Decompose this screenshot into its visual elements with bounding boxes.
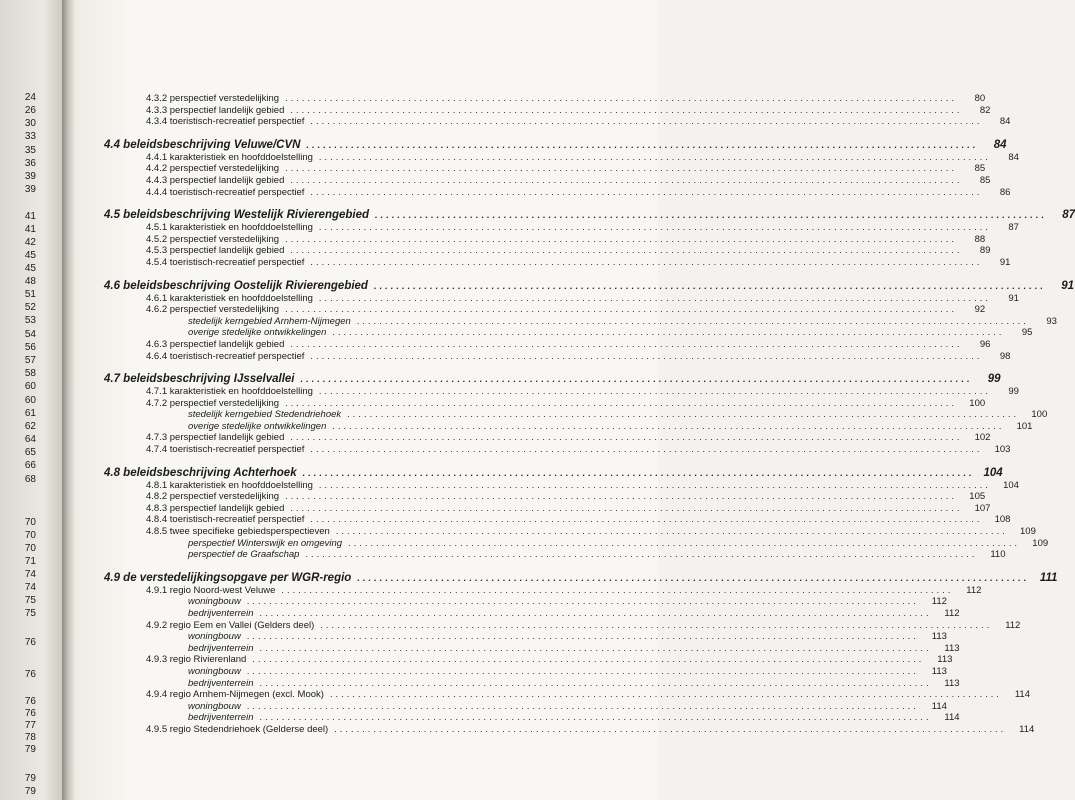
toc-page-number: 114 bbox=[944, 712, 960, 724]
left-page-number: 60 bbox=[24, 395, 36, 406]
left-page-number: 75 bbox=[24, 608, 36, 619]
dot-leader: ........................................................................................................................ bbox=[246, 596, 919, 607]
toc-entry bbox=[104, 700, 947, 713]
toc-page-number: 89 bbox=[979, 245, 991, 257]
left-page-number: 79 bbox=[24, 744, 36, 755]
toc-entry-label: 4.5.3 perspectief landelijk gebied bbox=[146, 245, 285, 257]
toc-page-number: 99 bbox=[987, 373, 1001, 386]
toc-page-number: 109 bbox=[1032, 537, 1049, 549]
toc-page-number: 91 bbox=[1008, 292, 1019, 304]
left-page-number: 65 bbox=[24, 447, 36, 458]
left-page-number: 70 bbox=[24, 517, 36, 528]
dot-leader: ........................................................................................................................ bbox=[246, 665, 919, 676]
book-gutter bbox=[62, 0, 76, 800]
dot-leader: ........................................................................................................................ bbox=[310, 256, 983, 267]
dot-leader: ........................................................................................................................ bbox=[373, 280, 1047, 291]
toc-entry-label: overige stedelijke ontwikkelingen bbox=[188, 420, 327, 432]
dot-leader: ........................................................................................................................ bbox=[306, 139, 979, 150]
toc-page-number: 84 bbox=[1008, 151, 1019, 163]
left-page-number: 74 bbox=[24, 582, 36, 593]
toc-entry-label: bedrijventerrein bbox=[188, 677, 254, 689]
toc-entry bbox=[104, 93, 986, 105]
toc-section-heading bbox=[104, 372, 1001, 386]
left-page-number: 79 bbox=[24, 773, 36, 784]
toc-entry bbox=[104, 677, 960, 690]
toc-entry bbox=[104, 174, 991, 187]
toc-page-number: 100 bbox=[1031, 409, 1048, 421]
toc-entry-label: 4.5.2 perspectief verstedelijking bbox=[146, 233, 280, 245]
left-page-number: 76 bbox=[24, 696, 36, 707]
dot-leader: ........................................................................................................................ bbox=[285, 397, 958, 408]
toc-section-heading bbox=[104, 571, 1058, 585]
toc-entry-label: 4.8 beleidsbeschrijving Achterhoek bbox=[104, 466, 297, 479]
left-page-number: 76 bbox=[24, 708, 36, 719]
toc-page-number: 113 bbox=[944, 642, 960, 654]
toc-page-number: 104 bbox=[1003, 479, 1019, 491]
toc-entry-label: 4.4.4 toeristisch-recreatief perspectief bbox=[146, 186, 305, 198]
toc-entry-label: perspectief de Graafschap bbox=[188, 549, 300, 561]
left-page-number: 48 bbox=[24, 276, 36, 287]
left-page-number: 39 bbox=[24, 184, 36, 195]
left-page-number: 70 bbox=[24, 543, 36, 554]
toc-entry bbox=[104, 723, 1035, 736]
toc-entry-label: 4.9 de verstedelijkingsopgave per WGR-regio bbox=[104, 571, 352, 584]
toc-page-number: 85 bbox=[974, 163, 986, 175]
toc-entry bbox=[104, 642, 960, 655]
left-page-number: 41 bbox=[24, 224, 36, 235]
toc-entry-label: 4.5.4 toeristisch-recreatief perspectief bbox=[146, 256, 305, 268]
dot-leader: ........................................................................................................................ bbox=[302, 467, 975, 478]
dot-leader: ........................................................................................................................ bbox=[259, 712, 932, 723]
toc-entry bbox=[104, 526, 1036, 538]
toc-entry bbox=[104, 631, 947, 643]
toc-entry-label: 4.8.2 perspectief verstedelijking bbox=[146, 491, 280, 503]
dot-leader: ........................................................................................................................ bbox=[310, 116, 983, 127]
toc-page-number: 113 bbox=[931, 665, 947, 677]
dot-leader: ........................................................................................................................ bbox=[290, 338, 963, 349]
toc-entry-label: 4.6.3 perspectief landelijk gebied bbox=[146, 338, 285, 350]
toc-page-number: 92 bbox=[974, 304, 986, 316]
toc-entry-label: 4.4.2 perspectief verstedelijking bbox=[146, 163, 280, 175]
toc-entry bbox=[104, 151, 1019, 164]
toc-entry bbox=[104, 608, 960, 620]
toc-entry bbox=[104, 327, 1033, 339]
toc-entry bbox=[104, 584, 982, 597]
dot-leader: ........................................................................................................................ bbox=[318, 151, 991, 162]
toc-page-number: 91 bbox=[1061, 279, 1075, 292]
left-page-number: 35 bbox=[24, 145, 36, 156]
left-page-number: 42 bbox=[24, 237, 36, 248]
toc-entry bbox=[104, 222, 1019, 234]
toc-entry-label: bedrijventerrein bbox=[188, 642, 254, 654]
toc-entry bbox=[104, 104, 991, 117]
dot-leader: ........................................................................................................................ bbox=[246, 700, 919, 711]
dot-leader: ........................................................................................................................ bbox=[281, 584, 954, 595]
toc-entry bbox=[104, 338, 991, 351]
left-page-number: 76 bbox=[24, 637, 36, 648]
dot-leader: ........................................................................................................................ bbox=[375, 210, 1048, 221]
left-page-number: 45 bbox=[24, 263, 36, 274]
dot-leader: ........................................................................................................................ bbox=[290, 245, 963, 256]
left-page-number: 79 bbox=[24, 786, 36, 797]
toc-entry bbox=[104, 491, 986, 503]
toc-page-number: 95 bbox=[1021, 327, 1033, 339]
dot-leader: ........................................................................................................................ bbox=[259, 608, 932, 618]
toc-page-number: 114 bbox=[1019, 723, 1035, 735]
left-page-number: 36 bbox=[24, 158, 36, 169]
toc-entry-label: woningbouw bbox=[188, 700, 241, 712]
dot-leader: ........................................................................................................................ bbox=[285, 233, 958, 244]
toc-entry-label: 4.8.3 perspectief landelijk gebied bbox=[146, 502, 285, 514]
toc-entry bbox=[104, 292, 1019, 305]
toc-entry bbox=[104, 479, 1019, 492]
toc-entry-label: 4.9.5 regio Stedendriehoek (Gelderse deel) bbox=[146, 723, 329, 735]
toc-page-number: 103 bbox=[994, 444, 1011, 456]
toc-entry-label: 4.6.1 karakteristiek en hoofddoelstelling bbox=[146, 292, 313, 304]
dot-leader: ........................................................................................................................ bbox=[318, 292, 991, 303]
left-page-number: 52 bbox=[24, 302, 36, 313]
toc-page-number: 112 bbox=[966, 584, 982, 596]
dot-leader: ........................................................................................................................ bbox=[348, 537, 1021, 548]
toc-entry-label: 4.5.1 karakteristiek en hoofddoelstelling bbox=[146, 222, 313, 234]
dot-leader: ........................................................................................................................ bbox=[334, 723, 1007, 734]
dot-leader: ........................................................................................................................ bbox=[318, 479, 991, 490]
toc-section-heading bbox=[104, 279, 1075, 293]
dot-leader: ........................................................................................................................ bbox=[347, 409, 1020, 420]
toc-page-number: 113 bbox=[937, 654, 953, 666]
left-page-number: 74 bbox=[24, 569, 36, 580]
toc-entry-label: 4.8.5 twee specifieke gebiedsperspectieven bbox=[146, 526, 330, 538]
dot-leader: ........................................................................................................................ bbox=[332, 327, 1005, 338]
toc-entry-label: 4.7.3 perspectief landelijk gebied bbox=[146, 432, 285, 444]
left-page-number: 66 bbox=[24, 460, 36, 471]
dot-leader: ........................................................................................................................ bbox=[310, 350, 983, 361]
toc-page-number: 101 bbox=[1016, 420, 1033, 432]
left-page-number: 30 bbox=[24, 118, 36, 129]
toc-entry bbox=[104, 444, 1011, 456]
toc-page-number: 114 bbox=[1014, 689, 1030, 701]
dot-leader: ........................................................................................................................ bbox=[285, 93, 958, 103]
toc-entry bbox=[104, 233, 986, 246]
toc-entry-label: 4.7.1 karakteristiek en hoofddoelstelling bbox=[146, 386, 313, 398]
left-page-number: 77 bbox=[24, 720, 36, 731]
toc-entry bbox=[104, 397, 986, 410]
toc-entry bbox=[104, 514, 1011, 526]
dot-leader: ........................................................................................................................ bbox=[285, 304, 958, 315]
dot-leader: ........................................................................................................................ bbox=[329, 689, 1002, 700]
toc-entry-label: 4.4 beleidsbeschrijving Veluwe/CVN bbox=[104, 138, 301, 151]
dot-leader: ........................................................................................................................ bbox=[310, 186, 983, 197]
toc-page-number: 112 bbox=[1005, 619, 1021, 631]
left-page-number: 53 bbox=[24, 315, 36, 326]
toc-entry-label: 4.3.2 perspectief verstedelijking bbox=[146, 93, 280, 104]
toc-page-number: 84 bbox=[999, 116, 1011, 128]
toc-page-number: 112 bbox=[931, 596, 947, 608]
toc-entry-label: woningbouw bbox=[188, 596, 241, 608]
left-page-number: 41 bbox=[24, 211, 36, 222]
toc-entry bbox=[104, 537, 1049, 550]
toc-entry bbox=[104, 386, 1019, 398]
toc-entry-label: 4.9.4 regio Arnhem-Nijmegen (excl. Mook) bbox=[146, 689, 324, 701]
left-page-number: 68 bbox=[24, 474, 36, 485]
dot-leader: ........................................................................................................................ bbox=[290, 502, 963, 513]
toc-entry-label: bedrijventerrein bbox=[188, 608, 254, 619]
toc-entry-label: 4.6.4 toeristisch-recreatief perspectief bbox=[146, 350, 305, 362]
toc-page-number: 113 bbox=[944, 677, 960, 689]
left-page-number: 56 bbox=[24, 342, 36, 353]
toc-page-number: 114 bbox=[931, 700, 947, 712]
dot-leader: ........................................................................................................................ bbox=[318, 386, 991, 397]
toc-page-number: 96 bbox=[979, 338, 991, 350]
toc-page-number: 98 bbox=[999, 350, 1011, 362]
toc-entry-label: 4.7.4 toeristisch-recreatief perspectief bbox=[146, 444, 305, 456]
left-page-number: 54 bbox=[24, 329, 36, 340]
toc-entry-label: woningbouw bbox=[188, 631, 241, 643]
left-page-number: 45 bbox=[24, 250, 36, 261]
toc-entry bbox=[104, 116, 1011, 128]
left-page-number: 62 bbox=[24, 421, 36, 432]
left-page-number: 58 bbox=[24, 368, 36, 379]
toc-entry-label: stedelijk kerngebied Stedendriehoek bbox=[188, 409, 342, 421]
left-page-number: 33 bbox=[24, 131, 36, 142]
toc-entry bbox=[104, 654, 953, 666]
toc-entry bbox=[104, 409, 1048, 421]
toc-entry bbox=[104, 304, 986, 316]
dot-leader: ........................................................................................................................ bbox=[300, 374, 973, 385]
table-of-contents bbox=[104, 93, 1075, 736]
toc-page-number: 99 bbox=[1008, 386, 1019, 398]
toc-page-number: 87 bbox=[1008, 222, 1019, 234]
dot-leader: ........................................................................................................................ bbox=[290, 174, 963, 185]
toc-entry bbox=[104, 432, 991, 444]
dot-leader: ........................................................................................................................ bbox=[310, 444, 983, 455]
toc-entry-label: 4.8.4 toeristisch-recreatief perspectief bbox=[146, 514, 305, 526]
toc-entry-label: stedelijk kerngebied Arnhem-Nijmegen bbox=[188, 315, 351, 327]
toc-entry bbox=[104, 549, 1006, 561]
toc-entry-label: 4.8.1 karakteristiek en hoofddoelstelling bbox=[146, 479, 313, 491]
toc-entry bbox=[104, 689, 1030, 701]
toc-page-number: 88 bbox=[974, 233, 986, 245]
toc-page-number: 100 bbox=[969, 397, 986, 409]
dot-leader: ........................................................................................................................ bbox=[285, 163, 958, 174]
toc-section-heading bbox=[104, 138, 1007, 152]
toc-entry-label: 4.5 beleidsbeschrijving Westelijk Rivierengebied bbox=[104, 209, 370, 222]
toc-entry-label: 4.7 beleidsbeschrijving IJsselvallei bbox=[104, 373, 295, 386]
left-page-number: 60 bbox=[24, 381, 36, 392]
left-page-number: 61 bbox=[24, 408, 36, 419]
toc-page-number: 84 bbox=[993, 138, 1007, 151]
dot-leader: ........................................................................................................................ bbox=[305, 549, 978, 560]
toc-entry bbox=[104, 186, 1011, 199]
toc-page-number: 111 bbox=[1039, 571, 1058, 584]
toc-entry-label: 4.6.2 perspectief verstedelijking bbox=[146, 304, 280, 316]
dot-leader: ........................................................................................................................ bbox=[310, 514, 983, 525]
toc-page-number: 86 bbox=[999, 186, 1011, 198]
toc-entry-label: woningbouw bbox=[188, 665, 241, 677]
dot-leader: ........................................................................................................................ bbox=[259, 642, 932, 653]
toc-page-number: 80 bbox=[974, 93, 986, 104]
left-page-number: 24 bbox=[24, 92, 36, 103]
left-page-number: 78 bbox=[24, 732, 36, 743]
left-page-number: 39 bbox=[24, 171, 36, 182]
toc-entry bbox=[104, 420, 1033, 433]
toc-entry bbox=[104, 256, 1011, 269]
toc-entry bbox=[104, 665, 947, 678]
left-page-number: 70 bbox=[24, 530, 36, 541]
toc-page-number: 110 bbox=[990, 549, 1006, 561]
toc-page-number: 107 bbox=[974, 502, 991, 514]
dot-leader: ........................................................................................................................ bbox=[356, 315, 1029, 326]
toc-page-number: 85 bbox=[979, 174, 991, 186]
left-page-number: 51 bbox=[24, 289, 36, 300]
toc-page-number: 113 bbox=[931, 631, 947, 643]
dot-leader: ........................................................................................................................ bbox=[332, 420, 1005, 431]
toc-entry-label: 4.4.1 karakteristiek en hoofddoelstelling bbox=[146, 151, 313, 163]
toc-entry bbox=[104, 502, 991, 515]
dot-leader: ........................................................................................................................ bbox=[246, 631, 919, 642]
left-page-number: 76 bbox=[24, 669, 36, 680]
toc-entry-label: perspectief Winterswijk en omgeving bbox=[188, 537, 343, 549]
toc-entry-label: bedrijventerrein bbox=[188, 712, 254, 724]
toc-page-number: 102 bbox=[974, 432, 991, 444]
dot-leader: ........................................................................................................................ bbox=[335, 526, 1008, 537]
dot-leader: ........................................................................................................................ bbox=[357, 572, 1030, 583]
dot-leader: ........................................................................................................................ bbox=[285, 491, 958, 502]
toc-entry bbox=[104, 163, 986, 175]
left-page-number: 71 bbox=[24, 556, 36, 567]
dot-leader: ........................................................................................................................ bbox=[290, 432, 963, 443]
left-page-number: 75 bbox=[24, 595, 36, 606]
dot-leader: ........................................................................................................................ bbox=[259, 677, 932, 688]
toc-page-number: 91 bbox=[999, 256, 1011, 268]
toc-page-number: 105 bbox=[969, 491, 986, 503]
toc-entry-label: 4.9.2 regio Eem en Vallei (Gelders deel) bbox=[146, 619, 315, 631]
toc-entry-label: overige stedelijke ontwikkelingen bbox=[188, 327, 327, 339]
toc-page-number: 93 bbox=[1046, 315, 1057, 327]
toc-entry-label: 4.3.4 toeristisch-recreatief perspectief bbox=[146, 116, 305, 128]
toc-entry bbox=[104, 315, 1057, 328]
dot-leader: ........................................................................................................................ bbox=[320, 619, 993, 630]
dot-leader: ........................................................................................................................ bbox=[252, 654, 925, 665]
toc-page-number: 104 bbox=[983, 466, 1003, 479]
toc-entry-label: 4.3.3 perspectief landelijk gebied bbox=[146, 104, 285, 116]
toc-entry bbox=[104, 619, 1021, 632]
toc-entry bbox=[104, 712, 960, 724]
toc-entry-label: 4.7.2 perspectief verstedelijking bbox=[146, 397, 280, 409]
left-page-number: 64 bbox=[24, 434, 36, 445]
toc-section-heading bbox=[104, 208, 1075, 222]
toc-page-number: 109 bbox=[1020, 526, 1036, 538]
toc-entry-label: 4.4.3 perspectief landelijk gebied bbox=[146, 174, 285, 186]
left-page-margin bbox=[0, 0, 62, 800]
toc-section-heading bbox=[104, 466, 1003, 480]
toc-entry bbox=[104, 350, 1011, 363]
dot-leader: ........................................................................................................................ bbox=[290, 104, 963, 115]
left-page-number: 57 bbox=[24, 355, 36, 366]
dot-leader: ........................................................................................................................ bbox=[318, 222, 991, 233]
toc-page-number: 108 bbox=[994, 514, 1011, 526]
toc-entry-label: 4.9.3 regio Rivierenland bbox=[146, 654, 247, 666]
toc-entry bbox=[104, 245, 991, 257]
toc-page-number: 87 bbox=[1062, 209, 1075, 222]
toc-page-number: 82 bbox=[979, 104, 991, 116]
toc-entry-label: 4.9.1 regio Noord-west Veluwe bbox=[146, 584, 276, 596]
toc-entry bbox=[104, 596, 947, 608]
toc-entry-label: 4.6 beleidsbeschrijving Oostelijk Rivierengebied bbox=[104, 279, 368, 292]
toc-page-number: 112 bbox=[944, 608, 960, 619]
left-page-number: 26 bbox=[24, 105, 36, 116]
